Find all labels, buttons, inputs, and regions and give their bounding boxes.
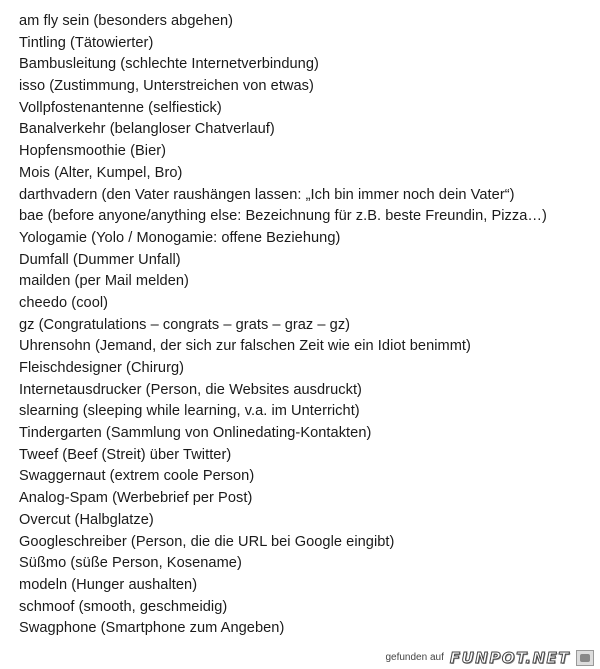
list-item: isso (Zustimmung, Unterstreichen von etwas) bbox=[19, 78, 314, 95]
watermark-logo: FUNPOT.NET bbox=[449, 649, 570, 667]
list-item: Süßmo (süße Person, Kosename) bbox=[19, 555, 242, 572]
site-watermark bbox=[385, 648, 594, 666]
list-item: Overcut (Halbglatze) bbox=[19, 511, 154, 528]
funpot-badge-icon bbox=[576, 650, 594, 666]
list-item: Analog-Spam (Werbebrief per Post) bbox=[19, 490, 253, 507]
list-item: Mois (Alter, Kumpel, Bro) bbox=[19, 164, 183, 181]
list-item: am fly sein (besonders abgehen) bbox=[19, 13, 234, 29]
list-item: Tweef (Beef (Streit) über Twitter) bbox=[19, 446, 232, 463]
list-item: mailden (per Mail melden) bbox=[19, 273, 189, 290]
list-item: Yologamie (Yolo / Monogamie: offene Beziehung) bbox=[19, 229, 341, 246]
list-item: bae (before anyone/anything else: Bezeichnung für z.B. beste Freundin, Pizza…) bbox=[19, 208, 547, 225]
list-item: Tintling (Tätowierter) bbox=[19, 34, 154, 51]
list-item: Dumfall (Dummer Unfall) bbox=[19, 251, 181, 268]
list-item: Bambusleitung (schlechte Internetverbindung) bbox=[19, 56, 319, 73]
list-item: modeln (Hunger aushalten) bbox=[19, 576, 198, 593]
list-item: Fleischdesigner (Chirurg) bbox=[19, 360, 185, 376]
list-item: Uhrensohn (Jemand, der sich zur falschen Zeit wie ein Idiot benimmt) bbox=[19, 338, 471, 355]
list-item: darthvadern (den Vater raushängen lassen: „Ich bin immer noch dein Vater“) bbox=[19, 186, 515, 203]
list-item: Googleschreiber (Person, die die URL bei Google eingibt) bbox=[19, 533, 395, 550]
list-item: cheedo (cool) bbox=[19, 294, 109, 311]
list-item: Hopfensmoothie (Bier) bbox=[19, 143, 167, 160]
list-item: gz (Congratulations – congrats – grats – graz – gz) bbox=[19, 316, 351, 333]
list-item: Tindergarten (Sammlung von Onlinedating-Kontakten) bbox=[19, 425, 372, 442]
list-item: schmoof (smooth, geschmeidig) bbox=[19, 598, 228, 615]
list-item: Vollpfostenantenne (selfiestick) bbox=[19, 99, 222, 116]
watermark-prefix: gefunden auf bbox=[385, 652, 444, 663]
list-item: Swagphone (Smartphone zum Angeben) bbox=[19, 620, 285, 637]
list-item: slearning (sleeping while learning, v.a. im Unterricht) bbox=[19, 403, 360, 420]
slang-glossary-list bbox=[19, 11, 594, 640]
list-item: Banalverkehr (belangloser Chatverlauf) bbox=[19, 121, 275, 138]
list-item: Internetausdrucker (Person, die Websites ausdruckt) bbox=[19, 381, 362, 398]
list-item: Swaggernaut (extrem coole Person) bbox=[19, 468, 255, 485]
